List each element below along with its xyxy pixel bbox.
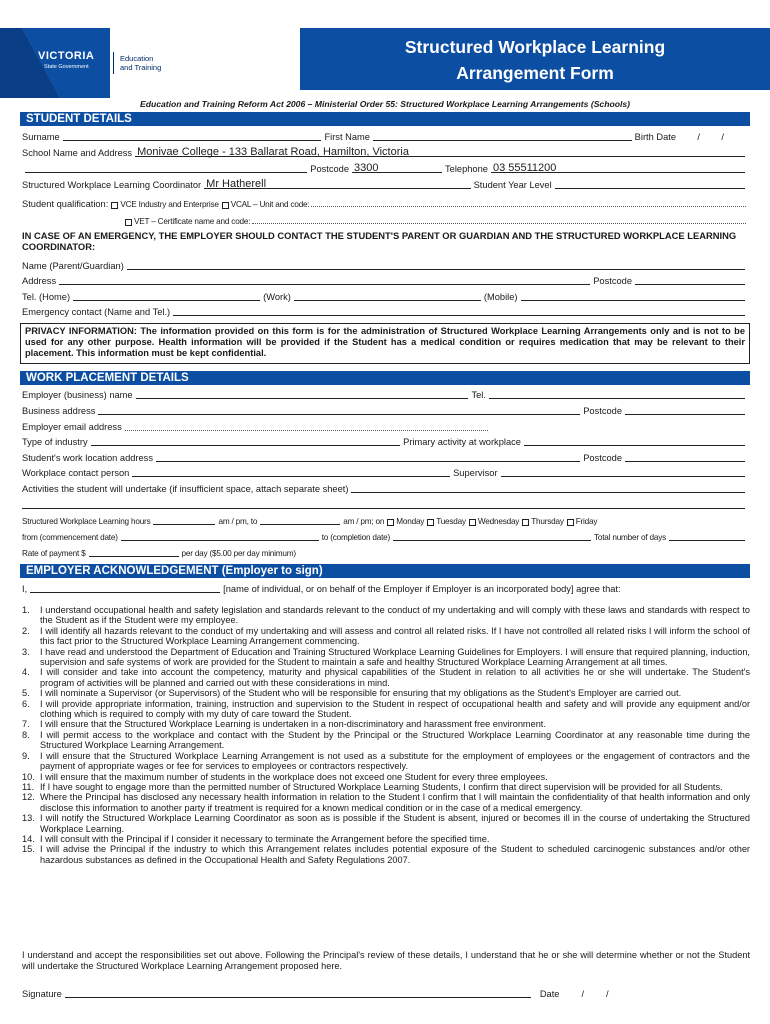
signature-row: Signature Date / / (22, 986, 748, 999)
item-number: 15. (22, 844, 35, 855)
item-text: I will notify the Structured Workplace Learning Coordinator as soon as is possible if the Student is absent, injured or becomes ill in the course of undertaking the Structured Workplace Learning. (40, 813, 750, 834)
school-row: School Name and Address Monivae College - 133 Ballarat Road, Hamilton, Victoria (22, 145, 748, 158)
hours-row: Structured Workplace Learning hours am / pm, to am / pm; on Monday Tuesday Wednesday Thursday Friday (22, 513, 748, 526)
business-address-field[interactable] (98, 404, 580, 415)
school-postcode-field[interactable]: 3300 (352, 162, 442, 173)
payment-row: Rate of payment $ per day ($5.00 per day minimum) (22, 545, 748, 558)
total-days-field[interactable] (669, 530, 745, 541)
acknowledgement-item (22, 782, 750, 792)
guardian-name-field[interactable] (127, 259, 745, 270)
item-number: 8. (22, 729, 30, 740)
item-number: 12. (22, 792, 35, 803)
work-placement-heading: WORK PLACEMENT DETAILS (20, 371, 750, 385)
item-number: 6. (22, 698, 30, 709)
acknowledgement-item (22, 772, 750, 782)
logo-wordmark: VICTORIA (38, 50, 95, 62)
year-level-field[interactable] (555, 178, 745, 189)
item-number: 2. (22, 625, 30, 636)
school-telephone-field[interactable]: 03 55511200 (491, 162, 745, 173)
item-text: I will nominate a Supervisor (or Supervisors) of the Student who will be responsible for ensuring that my obligations as the Student's Employer are carried out. (40, 688, 682, 699)
item-text: I will identify all hazards relevant to the conduct of my undertaking and will assess and control all related risks. If I have not controlled all related risks I will inform the school of this fact prior to the Structured Workplace Learning Arrangement commencing. (40, 625, 750, 647)
item-number: 13. (22, 813, 35, 824)
item-text: I will ensure that the Structured Workplace Learning is undertaken in a non-discriminatory and harassment free environment. (40, 719, 546, 730)
acknowledgement-item (22, 813, 750, 834)
vcal-checkbox[interactable] (222, 202, 229, 209)
employer-name-clause: I, [name of individual, or on behalf of the Employer if Employer is an incorporated body] agree that: (22, 584, 621, 594)
home-phone-field[interactable] (73, 290, 260, 301)
emergency-instruction: IN CASE OF AN EMERGENCY, THE EMPLOYER SHOULD CONTACT THE STUDENT'S PARENT OR GUARDIAN AND THE STRUCTURED WORKPLACE LEARNING COORDINATOR: (22, 230, 737, 252)
business-address-row: Business address Postcode (22, 403, 748, 416)
first-name-field[interactable] (373, 130, 632, 141)
department-name: Education and Training (120, 54, 162, 72)
acknowledgement-item (22, 792, 750, 813)
work-postcode-field[interactable] (625, 451, 745, 462)
employer-email-row: Employer email address (22, 419, 748, 432)
item-text: Where the Principal has disclosed any necessary health information in relation to the Student I confirm that I will maintain the confidentiality of that health information and only disclose this information to another party if treatment is required for a known medical condition or in the case of a medical emergency. (40, 792, 750, 813)
item-text: I will ensure that the Structured Workplace Learning Arrangement is not used as a substitute for the employment of employees or the engagement of contractors and the payment of appropriate wages or fee for services to employees or contractors respectively. (40, 750, 750, 772)
item-text: I understand occupational health and safety legislation and standards relevant to the conduct of my undertaking and will comply with these laws and standards with respect to the Student as if the Student were my employee. (40, 605, 750, 626)
signature-field[interactable] (65, 987, 531, 998)
completion-date-field[interactable] (393, 530, 591, 541)
acknowledgement-item (22, 605, 750, 626)
privacy-notice: PRIVACY INFORMATION: The information provided on this form is for the administration of Structured Workplace Learning Arrangements only and is not to be used for any other purpose. Health information will be provided if the Student has a medical condition or requires medication that may be relevant to their placement. This information must be kept confidential. (20, 323, 750, 364)
form-header (0, 0, 770, 98)
tuesday-checkbox[interactable] (427, 519, 434, 526)
item-number: 11. (22, 781, 35, 792)
logo-divider (113, 52, 114, 74)
acknowledgement-item (22, 626, 750, 647)
act-reference: Education and Training Reform Act 2006 – Ministerial Order 55: Structured Workplace Learning Arrangements (Schools) (140, 99, 630, 109)
employer-tel-field[interactable] (489, 388, 745, 399)
vet-code-field[interactable] (252, 214, 746, 224)
vce-checkbox[interactable] (111, 202, 118, 209)
guardian-postcode-field[interactable] (635, 274, 745, 285)
emergency-contact-row: Emergency contact (Name and Tel.) (22, 304, 748, 317)
acknowledgement-item (22, 688, 750, 698)
item-text: I will provide appropriate information, training, instruction and supervision to the Student in respect of occupational health and safety and will provide any equipment and/or clothing which is required to comply with my duty of care toward the Student. (40, 698, 750, 720)
signature-date-field[interactable] (612, 987, 632, 998)
employer-ack-heading: EMPLOYER ACKNOWLEDGEMENT (Employer to sign) (20, 564, 750, 578)
employer-individual-name-field[interactable] (30, 582, 220, 593)
guardian-address-field[interactable] (59, 274, 590, 285)
item-text: I will ensure that the maximum number of students in the workplace does not exceed one Student for every three employees. (40, 771, 548, 782)
monday-checkbox[interactable] (387, 519, 394, 526)
vet-checkbox[interactable] (125, 219, 132, 226)
mobile-phone-field[interactable] (521, 290, 745, 301)
guardian-address-row: Address Postcode (22, 273, 748, 286)
primary-activity-field[interactable] (524, 435, 745, 446)
activities-field-line2[interactable] (22, 498, 745, 509)
coordinator-field[interactable]: Mr Hatherell (204, 178, 470, 189)
item-text: I have read and understood the Department of Education and Training Structured Workplace Learning Guidelines for Employers. I will ensure that required planning, induction, supervision and safe systems of work are provided for the Student to maintain a safe and healthy Structured Workplace Learning Arrangement at all times. (40, 646, 750, 668)
guardian-name-row: Name (Parent/Guardian) (22, 258, 748, 271)
thursday-checkbox[interactable] (522, 519, 529, 526)
work-location-row: Student's work location address Postcode (22, 450, 748, 463)
school-address-field[interactable]: Monivae College - 133 Ballarat Road, Hamilton, Victoria (135, 146, 745, 157)
vet-row: VET – Certificate name and code: (122, 213, 748, 226)
supervisor-field[interactable] (501, 466, 745, 477)
qualification-row: Student qualification: VCE Industry and Enterprise VCAL – Unit and code: (22, 196, 748, 209)
student-name-row: Surname First Name Birth Date / / (22, 129, 748, 142)
student-details-heading: STUDENT DETAILS (20, 112, 750, 126)
wednesday-checkbox[interactable] (469, 519, 476, 526)
end-hour-field[interactable] (260, 514, 340, 525)
contact-person-row: Workplace contact person Supervisor (22, 465, 748, 478)
item-number: 9. (22, 750, 30, 761)
item-text: I will consult with the Principal if I consider it necessary to terminate the Arrangement before the specified time. (40, 833, 490, 844)
acknowledgement-item (22, 751, 750, 772)
guardian-phone-row: Tel. (Home) (Work) (Mobile) (22, 289, 748, 302)
dates-row: from (commencement date) to (completion date) Total number of days (22, 529, 748, 542)
emergency-contact-field[interactable] (173, 305, 745, 316)
item-text: I will consider and take into account the competency, maturity and physical capabilities of the Student in relation to all activities he or she will undertake. The Student's program of activities will be planned and carried out with these considerations in mind. (40, 667, 750, 688)
acknowledgement-item (22, 699, 750, 720)
acknowledgement-item (22, 719, 750, 729)
acknowledgement-item (22, 844, 750, 865)
item-number: 14. (22, 833, 35, 844)
employer-email-field[interactable] (125, 420, 488, 431)
item-number: 10. (22, 771, 35, 782)
item-text: I will advise the Principal if the industry to which this Arrangement relates includes potential exposure of the Student to scheduled carcinogenic substances and/or other hazardous substances as defined in the Occupational Health and Safety Regulations 2007. (40, 844, 750, 865)
item-number: 1. (22, 605, 30, 615)
friday-checkbox[interactable] (567, 519, 574, 526)
item-number: 3. (22, 646, 30, 657)
surname-field[interactable] (63, 130, 322, 141)
activities-line2 (22, 497, 748, 510)
employer-name-row: Employer (business) name Tel. (22, 387, 748, 400)
form-title: Structured Workplace Learning Arrangement Form (300, 28, 770, 90)
start-hour-field[interactable] (153, 514, 215, 525)
victoria-government-logo (0, 28, 300, 98)
commencement-date-field[interactable] (121, 530, 319, 541)
activities-field[interactable] (351, 482, 745, 493)
school-postcode-row: Postcode 3300 Telephone 03 55511200 (22, 161, 748, 174)
item-number: 7. (22, 719, 30, 730)
item-text: I will permit access to the workplace and contact with the Student by the Principal or the Structured Workplace Learning Coordinator at any reasonable time during the Structured Workplace Learning Arrangement. (40, 729, 750, 751)
business-postcode-field[interactable] (625, 404, 745, 415)
industry-field[interactable] (91, 435, 401, 446)
activities-row: Activities the student will undertake (if insufficient space, attach separate sheet) (22, 481, 748, 494)
item-number: 5. (22, 688, 30, 699)
birth-date-field[interactable] (727, 130, 745, 141)
vcal-code-field[interactable] (311, 197, 746, 207)
acknowledgement-item (22, 730, 750, 751)
work-location-field[interactable] (156, 451, 580, 462)
school-address-line2[interactable] (25, 162, 307, 173)
rate-of-payment-field[interactable] (89, 546, 179, 557)
contact-person-field[interactable] (132, 466, 450, 477)
employer-name-field[interactable] (136, 388, 469, 399)
acknowledgement-item (22, 667, 750, 688)
item-text: If I have sought to engage more than the permitted number of Structured Workplace Learning Students, I confirm that direct supervision will be provided for all Students. (40, 781, 723, 792)
item-number: 4. (22, 667, 30, 678)
industry-row: Type of industry Primary activity at workplace (22, 434, 748, 447)
logo-subtext: State Government (44, 64, 89, 70)
acknowledgement-item (22, 834, 750, 844)
coordinator-row: Structured Workplace Learning Coordinator Mr Hatherell Student Year Level (22, 177, 748, 190)
closing-statement: I understand and accept the responsibilities set out above. Following the Principal's review of these details, I understand that he or she will determine whether or not the Student will undertake the Structured Workplace Learning Arrangement proposed here. (22, 950, 750, 971)
work-phone-field[interactable] (294, 290, 481, 301)
acknowledgement-item (22, 647, 750, 668)
acknowledgement-list (22, 605, 750, 865)
